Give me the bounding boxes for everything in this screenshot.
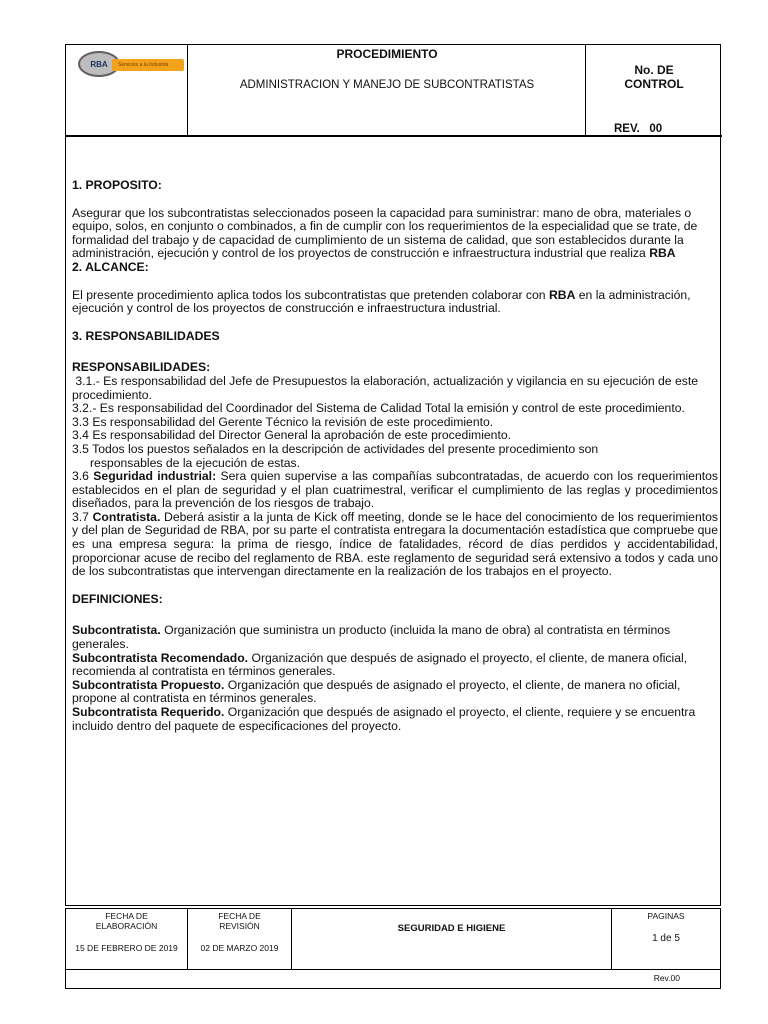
footer-revision-row [65,970,721,989]
document-body [72,137,718,733]
pages-value: 1 de 5 [652,933,680,944]
resp-3-5b: responsables de la ejecución de estas. [90,455,301,470]
rev-label-1: FECHA DE [218,911,261,921]
control-line-1: No. DE [634,63,674,77]
definiciones-heading: DEFINICIONES: [72,591,163,606]
logo-cell [66,45,188,135]
footer-revision-cell [188,909,292,969]
def-requerido [72,706,718,733]
resp-3-7-num: 3.7 [72,509,89,524]
area-label: SEGURIDAD E HIGIENE [397,923,506,934]
title-cell [188,45,586,135]
elab-label-1: FECHA DE [105,911,148,921]
def-3-term: Subcontratista Propuesto. [72,677,225,692]
resp-3-6-title: Seguridad industrial: [93,469,217,484]
resp-3-1: 3.1.- Es responsabilidad del Jefe de Presupuestos la elaboración, actualización y vigilancia en su ejecución de este procedimiento. [72,373,702,402]
def-recomendado [72,652,718,679]
resp-3-6-num: 3.6 [72,469,89,484]
resp-3-3: 3.3 Es responsabilidad del Gerente Técnico la revisión de este procedimiento. [72,414,494,429]
resp-3-5a: 3.5 Todos los puestos señalados en la descripción de actividades del presente procedimiento son [72,441,599,456]
logo-text: RBA [90,59,108,69]
control-number-label [586,63,722,91]
proposito-text: Asegurar que los subcontratistas seleccionados poseen la capacidad para suministrar: mano de obra, materiales o equipo, solos, en conjunto o combinados, a fin de cumplir con los requerimientos de la especialidad que se trate, de formalidad del trabajo y de capacidad de cumplimiento de un sistema de calidad, que son establecidos durante la administración, ejecución y control de los proyectos de construcción e infraestructura industrial que realiza [72,205,698,261]
def-2-text: Organización que después de asignado el proyecto, el cliente, de manera oficial, recomienda al contratista en términos generales. [72,650,688,679]
resp-3-7-title: Contratista. [92,509,161,524]
section-proposito-heading: 1. PROPOSITO: [72,178,162,192]
footer-revision: Rev.00 [653,973,680,983]
company-logo [74,51,186,77]
alcance-text-a: El presente procedimiento aplica todos los subcontratistas que pretenden colaborar con [72,287,546,302]
rev-label-2: REVISIÓN [219,921,260,931]
def-1-term: Subcontratista. [72,623,161,638]
responsabilidades-subheading: RESPONSABILIDADES: [72,360,211,375]
procedure-title: PROCEDIMIENTO [336,47,438,61]
def-3-text: Organización que después de asignado el proyecto, el cliente, de manera no oficial, propone al contratista en términos generales. [72,677,681,706]
def-4-term: Subcontratista Requerido. [72,705,225,719]
document-page [65,44,721,989]
pages-label: PAGINAS [647,911,685,921]
revision-label: REV. 00 [614,123,663,135]
resp-3-7 [72,511,718,579]
footer-area-cell [292,909,612,969]
resp-3-2: 3.2.- Es responsabilidad del Coordinador del Sistema de Calidad Total la emisión y control de este procedimiento. [72,401,685,416]
def-1-text: Organización que suministra un producto (incluida la mano de obra) al contratista en términos generales. [72,623,671,652]
def-subcontratista [72,624,718,651]
logo-tagline: Servicios a la Industria [112,59,184,71]
elab-label-2: ELABORACIÓN [95,921,158,931]
content-frame [65,44,721,906]
footer-elaboracion-cell [66,909,188,969]
section-alcance-heading: 2. ALCANCE: [72,259,149,274]
def-2-term: Subcontratista Recomendado. [72,650,249,665]
footer-table [65,908,721,970]
resp-3-6 [72,470,718,511]
resp-3-7-text: Deberá asistir a la junta de Kick off meeting, donde se le hace del conocimiento de los requerimientos y del plan de Seguridad de RBA, por su parte el contratista entregara la documentación estadística que compruebe que es una empresa segura: la prima de riesgo, índice de fatalidades, récord de días perdidos y accidentabilidad, proporcionar acuse de recibo del reglamento de RBA. este reglamento de seguridad será extensivo a todos y cada uno de los subcontratistas que intervengan directamente en la realización de los trabajos en el proyecto. [72,509,718,579]
proposito-company: RBA [649,246,676,261]
section-alcance-text [72,289,718,316]
rev-date: 02 DE MARZO 2019 [200,943,279,953]
control-cell [586,45,722,135]
elab-date: 15 DE FEBRERO DE 2019 [75,943,178,953]
header-table [66,45,722,137]
footer-pages-cell [612,909,720,969]
procedure-subtitle: ADMINISTRACION Y MANEJO DE SUBCONTRATISTAS [239,79,535,91]
def-propuesto [72,679,718,706]
resp-3-4: 3.4 Es responsabilidad del Director General la aprobación de este procedimiento. [72,428,512,443]
alcance-text-b: en la administración, ejecución y control de los proyectos de construcción e infraestructura industrial. [72,287,691,316]
control-line-2: CONTROL [624,77,684,91]
section-proposito-text [72,207,718,261]
def-4-text: Organización que después de asignado el proyecto, el cliente, requiere y se encuentra incluido dentro del paquete de especificaciones del proyecto. [72,705,696,733]
section-responsabilidades-heading: 3. RESPONSABILIDADES [72,328,220,343]
alcance-company: RBA [548,287,576,302]
resp-3-6-text: Sera quien supervise a las compañías subcontratadas, de acuerdo con los requerimientos establecidos en el plan de seguridad y el plan cuatrimestral, verificar el cumplimiento de las reglas y procedimientos diseñados, para la prevención de los riesgos de trabajo. [72,469,719,511]
